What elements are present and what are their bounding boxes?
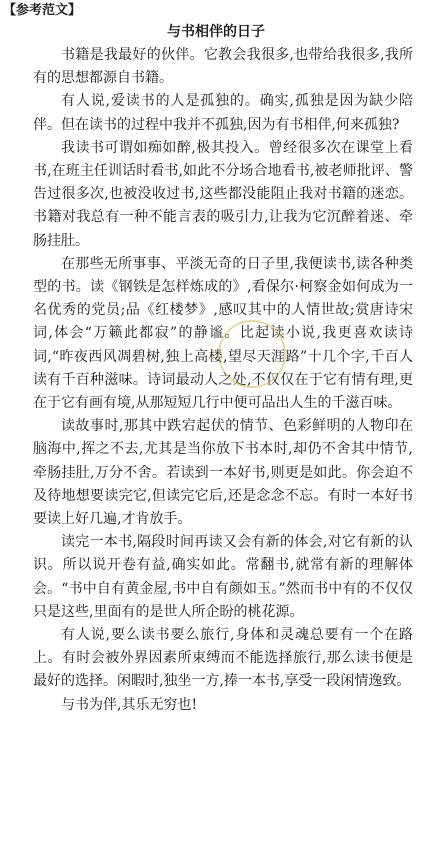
paragraph-7: 有人说,要么读书要么旅行,身体和灵魂总要有一个在路上。有时会被外界因素所束缚而不能选择旅行,那么读书便是最好的选择。闲暇时,独坐一方,捧一本书,享受一段闲情逸致。 bbox=[33, 627, 413, 690]
paragraph-1: 书籍是我最好的伙伴。它教会我很多,也带给我很多,我所有的思想都源自书籍。 bbox=[33, 47, 413, 87]
essay-title: 与书相伴的日子 bbox=[167, 24, 265, 40]
paragraph-5: 读故事时,那其中跌宕起伏的情节、色彩鲜明的人物印在脑海中,挥之不去,尤其是当你放下书本时,却仍不舍其中情节,牵肠挂肚,万分不舍。若读到一本好书,则更是如此。你会迫不及待地想要读完它,但读完它后,还是念念不忘。有时一本好书要读上好几遍,才肯放手。 bbox=[33, 418, 413, 528]
paragraph-4: 在那些无所事事、平淡无奇的日子里,我便读书,读各种类型的书。读《钢铁是怎样炼成的》,看保尔·柯察金如何成为一名优秀的党员;品《红楼梦》,感叹其中的人情世故;赏唐诗宋词,体会“万籁此都寂”的静谧。比起读小说,我更喜欢读诗词,“昨夜西风凋碧树,独上高楼,望尽天涯路”十几个字,千百人读有千百种滋味。诗词最动人之处,不仅仅在于它有情有理,更在于它有画有境,从那短短几行中便可品出人生的千滋百味。 bbox=[33, 255, 413, 412]
paragraph-2: 有人说,爱读书的人是孤独的。确实,孤独是因为缺少陪伴。但在读书的过程中我并不孤独,因为有书相伴,何来孤独? bbox=[33, 93, 413, 133]
paragraph-6: 读完一本书,隔段时间再读又会有新的体会,对它有新的认识。所以说开卷有益,确实如此。常翻书,就常有新的理解体会。“书中自有黄金屋,书中自有颜如玉。”然而书中有的不仅仅只是这些,里面有的是世人所企盼的桃花源。 bbox=[33, 534, 413, 620]
section-tag: 【参考范文】 bbox=[3, 3, 82, 18]
paragraph-8: 与书为伴,其乐无穷也! bbox=[61, 696, 198, 713]
essay-body bbox=[33, 44, 413, 717]
paragraph-3: 我读书可谓如痴如醉,极其投入。曾经很多次在课堂上看书,在班主任训话时看书,如此不分场合地看书,被老师批评、警告过很多次,也被没收过书,这些都没能阻止我对书籍的迷恋。书籍对我总有一种不能言表的吸引力,让我为它沉醉着迷、牵肠挂肚。 bbox=[33, 139, 413, 249]
